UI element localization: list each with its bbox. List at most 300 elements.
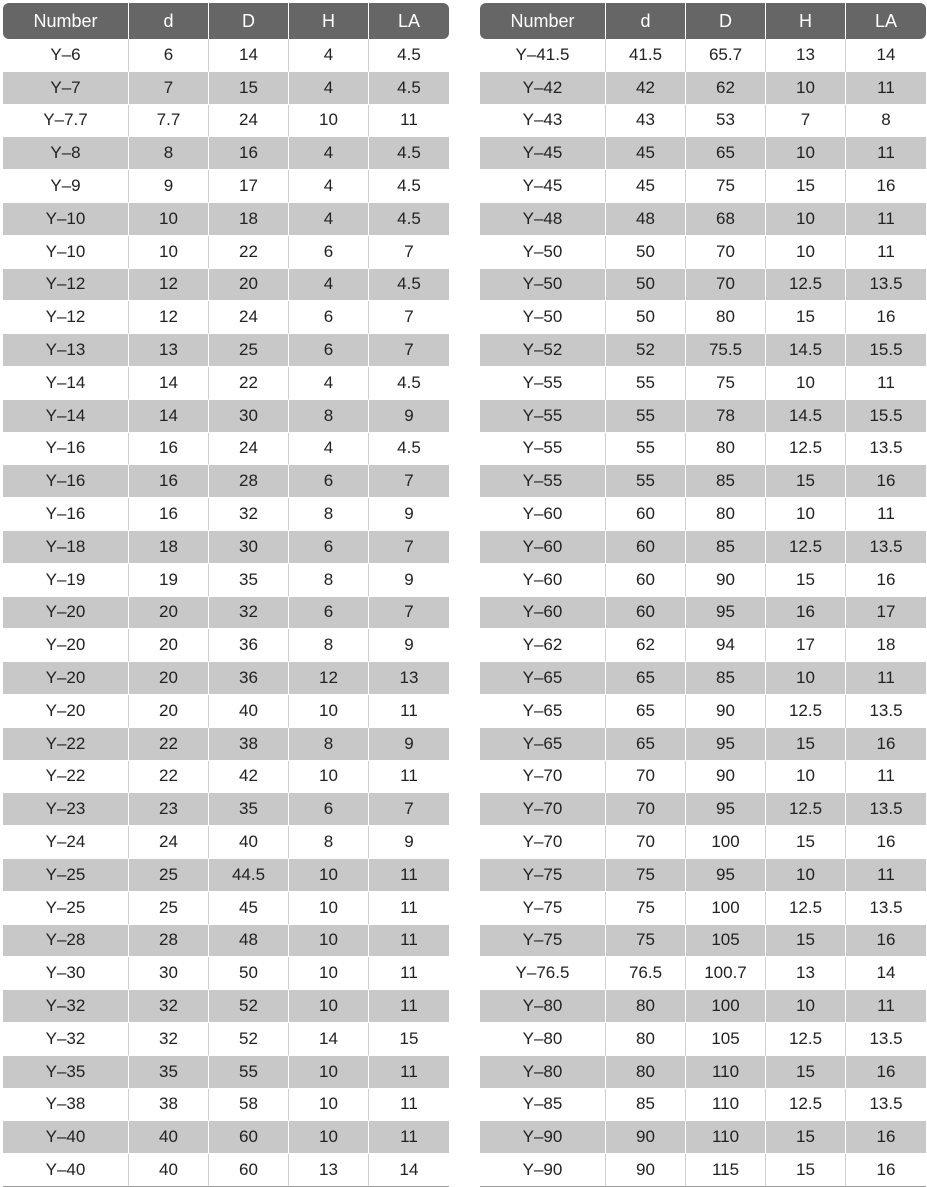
cell-la: 11: [369, 105, 449, 138]
cell-height: 10: [289, 957, 369, 990]
cell-la: 16: [846, 826, 926, 859]
table-row: [480, 564, 926, 597]
cell-inner-diameter: 62: [606, 629, 686, 662]
table-row: [3, 137, 449, 170]
cell-height: 12.5: [766, 531, 846, 564]
cell-la: 4.5: [369, 433, 449, 466]
cell-inner-diameter: 75: [606, 892, 686, 925]
cell-la: 9: [369, 400, 449, 433]
cell-la: 13.5: [846, 793, 926, 826]
cell-inner-diameter: 76.5: [606, 957, 686, 990]
header-number: Number: [480, 3, 606, 39]
table-row: [3, 203, 449, 236]
cell-number: Y–50: [480, 301, 606, 334]
cell-inner-diameter: 41.5: [606, 39, 686, 72]
table-row: [3, 498, 449, 531]
cell-la: 4.5: [369, 39, 449, 72]
cell-outer-diameter: 48: [209, 925, 289, 958]
cell-number: Y–12: [3, 301, 129, 334]
cell-inner-diameter: 65: [606, 662, 686, 695]
cell-number: Y–80: [480, 1023, 606, 1056]
cell-outer-diameter: 95: [686, 859, 766, 892]
cell-outer-diameter: 75: [686, 170, 766, 203]
cell-inner-diameter: 60: [606, 564, 686, 597]
cell-inner-diameter: 32: [129, 990, 209, 1023]
cell-height: 6: [289, 465, 369, 498]
cell-inner-diameter: 70: [606, 793, 686, 826]
cell-la: 11: [369, 1056, 449, 1089]
cell-height: 4: [289, 433, 369, 466]
cell-outer-diameter: 35: [209, 564, 289, 597]
table-row: [480, 301, 926, 334]
cell-inner-diameter: 25: [129, 892, 209, 925]
cell-number: Y–20: [3, 597, 129, 630]
cell-la: 7: [369, 531, 449, 564]
cell-height: 10: [289, 105, 369, 138]
header-la: LA: [846, 3, 926, 39]
cell-la: 13.5: [846, 1023, 926, 1056]
cell-number: Y–41.5: [480, 39, 606, 72]
table-row: [3, 433, 449, 466]
cell-height: 15: [766, 1121, 846, 1154]
cell-height: 14.5: [766, 334, 846, 367]
cell-number: Y–55: [480, 433, 606, 466]
cell-height: 10: [766, 367, 846, 400]
cell-height: 8: [289, 564, 369, 597]
cell-height: 4: [289, 170, 369, 203]
cell-inner-diameter: 16: [129, 498, 209, 531]
cell-height: 12.5: [766, 892, 846, 925]
cell-outer-diameter: 24: [209, 105, 289, 138]
cell-outer-diameter: 55: [209, 1056, 289, 1089]
cell-height: 10: [766, 137, 846, 170]
cell-height: 10: [289, 695, 369, 728]
cell-outer-diameter: 42: [209, 761, 289, 794]
cell-number: Y–85: [480, 1089, 606, 1122]
cell-number: Y–75: [480, 892, 606, 925]
cell-outer-diameter: 45: [209, 892, 289, 925]
table-row: [3, 728, 449, 761]
cell-number: Y–32: [3, 990, 129, 1023]
cell-height: 12.5: [766, 433, 846, 466]
cell-inner-diameter: 65: [606, 728, 686, 761]
cell-height: 4: [289, 72, 369, 105]
cell-height: 15: [766, 564, 846, 597]
cell-inner-diameter: 23: [129, 793, 209, 826]
cell-la: 16: [846, 728, 926, 761]
table-row: [3, 892, 449, 925]
cell-number: Y–75: [480, 925, 606, 958]
cell-number: Y–16: [3, 465, 129, 498]
cell-outer-diameter: 85: [686, 465, 766, 498]
cell-number: Y–22: [3, 728, 129, 761]
header-la: LA: [369, 3, 449, 39]
cell-inner-diameter: 16: [129, 433, 209, 466]
cell-inner-diameter: 20: [129, 662, 209, 695]
table-row: [480, 990, 926, 1023]
cell-inner-diameter: 45: [606, 137, 686, 170]
cell-outer-diameter: 28: [209, 465, 289, 498]
cell-la: 15.5: [846, 334, 926, 367]
cell-inner-diameter: 50: [606, 269, 686, 302]
cell-la: 7: [369, 334, 449, 367]
cell-height: 15: [766, 826, 846, 859]
cell-la: 11: [846, 203, 926, 236]
cell-number: Y–76.5: [480, 957, 606, 990]
table-row: [3, 367, 449, 400]
cell-height: 10: [766, 72, 846, 105]
cell-number: Y–90: [480, 1121, 606, 1154]
cell-la: 7: [369, 465, 449, 498]
cell-number: Y–30: [3, 957, 129, 990]
cell-number: Y–52: [480, 334, 606, 367]
cell-outer-diameter: 22: [209, 236, 289, 269]
cell-outer-diameter: 16: [209, 137, 289, 170]
cell-height: 15: [766, 465, 846, 498]
cell-outer-diameter: 95: [686, 728, 766, 761]
table-row: [480, 137, 926, 170]
cell-outer-diameter: 50: [209, 957, 289, 990]
table-row: [3, 334, 449, 367]
cell-height: 4: [289, 39, 369, 72]
cell-inner-diameter: 65: [606, 695, 686, 728]
cell-inner-diameter: 50: [606, 301, 686, 334]
cell-height: 15: [766, 1056, 846, 1089]
cell-la: 11: [846, 498, 926, 531]
table-row: [480, 170, 926, 203]
cell-la: 11: [369, 957, 449, 990]
cell-inner-diameter: 80: [606, 1056, 686, 1089]
table-row: [3, 105, 449, 138]
cell-number: Y–14: [3, 367, 129, 400]
cell-number: Y–75: [480, 859, 606, 892]
cell-number: Y–19: [3, 564, 129, 597]
cell-la: 15: [369, 1023, 449, 1056]
table-row: [480, 1056, 926, 1089]
cell-la: 9: [369, 826, 449, 859]
cell-outer-diameter: 60: [209, 1154, 289, 1187]
cell-number: Y–32: [3, 1023, 129, 1056]
cell-outer-diameter: 65: [686, 137, 766, 170]
table-row: [3, 1023, 449, 1056]
cell-number: Y–8: [3, 137, 129, 170]
cell-number: Y–60: [480, 564, 606, 597]
table-row: [3, 1154, 449, 1187]
cell-outer-diameter: 75.5: [686, 334, 766, 367]
table-row: [3, 400, 449, 433]
cell-la: 7: [369, 793, 449, 826]
cell-inner-diameter: 6: [129, 39, 209, 72]
table-row: [3, 72, 449, 105]
table-row: [3, 629, 449, 662]
cell-inner-diameter: 8: [129, 137, 209, 170]
cell-outer-diameter: 80: [686, 301, 766, 334]
cell-number: Y–9: [3, 170, 129, 203]
table-row: [3, 564, 449, 597]
left-spec-table: [3, 3, 449, 1187]
table-row: [480, 957, 926, 990]
cell-inner-diameter: 42: [606, 72, 686, 105]
cell-number: Y–12: [3, 269, 129, 302]
cell-number: Y–90: [480, 1154, 606, 1187]
table-row: [480, 695, 926, 728]
cell-height: 4: [289, 137, 369, 170]
cell-inner-diameter: 90: [606, 1121, 686, 1154]
cell-height: 10: [289, 925, 369, 958]
cell-inner-diameter: 60: [606, 531, 686, 564]
cell-height: 13: [766, 39, 846, 72]
cell-inner-diameter: 75: [606, 925, 686, 958]
cell-inner-diameter: 55: [606, 367, 686, 400]
header-h: H: [289, 3, 369, 39]
cell-height: 6: [289, 793, 369, 826]
table-row: [480, 892, 926, 925]
cell-number: Y–16: [3, 498, 129, 531]
cell-la: 9: [369, 564, 449, 597]
cell-height: 12: [289, 662, 369, 695]
cell-inner-diameter: 70: [606, 826, 686, 859]
right-table-body: [480, 39, 926, 1187]
cell-number: Y–65: [480, 728, 606, 761]
cell-height: 15: [766, 170, 846, 203]
cell-la: 11: [846, 236, 926, 269]
cell-inner-diameter: 48: [606, 203, 686, 236]
cell-inner-diameter: 18: [129, 531, 209, 564]
cell-inner-diameter: 13: [129, 334, 209, 367]
table-row: [480, 925, 926, 958]
cell-la: 11: [846, 662, 926, 695]
cell-height: 10: [766, 761, 846, 794]
cell-inner-diameter: 80: [606, 1023, 686, 1056]
table-row: [3, 465, 449, 498]
cell-number: Y–60: [480, 498, 606, 531]
cell-la: 4.5: [369, 72, 449, 105]
cell-height: 6: [289, 597, 369, 630]
cell-outer-diameter: 14: [209, 39, 289, 72]
cell-outer-diameter: 17: [209, 170, 289, 203]
cell-height: 15: [766, 301, 846, 334]
cell-inner-diameter: 32: [129, 1023, 209, 1056]
cell-outer-diameter: 36: [209, 629, 289, 662]
cell-height: 8: [289, 629, 369, 662]
table-row: [480, 400, 926, 433]
cell-number: Y–25: [3, 892, 129, 925]
table-row: [480, 465, 926, 498]
cell-inner-diameter: 12: [129, 301, 209, 334]
cell-height: 10: [289, 761, 369, 794]
cell-la: 11: [369, 859, 449, 892]
cell-number: Y–50: [480, 269, 606, 302]
cell-inner-diameter: 28: [129, 925, 209, 958]
cell-outer-diameter: 62: [686, 72, 766, 105]
cell-height: 12.5: [766, 1089, 846, 1122]
cell-height: 15: [766, 1154, 846, 1187]
cell-outer-diameter: 85: [686, 662, 766, 695]
cell-inner-diameter: 55: [606, 400, 686, 433]
cell-height: 6: [289, 334, 369, 367]
cell-la: 11: [846, 137, 926, 170]
cell-number: Y–50: [480, 236, 606, 269]
cell-number: Y–23: [3, 793, 129, 826]
cell-outer-diameter: 100: [686, 990, 766, 1023]
table-row: [480, 72, 926, 105]
cell-height: 14.5: [766, 400, 846, 433]
table-row: [480, 793, 926, 826]
cell-outer-diameter: 32: [209, 597, 289, 630]
cell-inner-diameter: 38: [129, 1089, 209, 1122]
table-row: [480, 105, 926, 138]
cell-outer-diameter: 18: [209, 203, 289, 236]
cell-number: Y–43: [480, 105, 606, 138]
table-row: [3, 859, 449, 892]
cell-inner-diameter: 20: [129, 629, 209, 662]
cell-outer-diameter: 80: [686, 433, 766, 466]
table-row: [3, 793, 449, 826]
cell-number: Y–70: [480, 761, 606, 794]
cell-outer-diameter: 32: [209, 498, 289, 531]
cell-outer-diameter: 105: [686, 1023, 766, 1056]
cell-outer-diameter: 100: [686, 892, 766, 925]
cell-number: Y–80: [480, 990, 606, 1023]
table-row: [480, 662, 926, 695]
cell-la: 14: [846, 957, 926, 990]
cell-inner-diameter: 14: [129, 367, 209, 400]
cell-number: Y–48: [480, 203, 606, 236]
cell-inner-diameter: 85: [606, 1089, 686, 1122]
header-d-large: D: [209, 3, 289, 39]
cell-la: 4.5: [369, 170, 449, 203]
table-row: [3, 1089, 449, 1122]
cell-outer-diameter: 110: [686, 1056, 766, 1089]
cell-outer-diameter: 22: [209, 367, 289, 400]
cell-number: Y–55: [480, 367, 606, 400]
cell-outer-diameter: 90: [686, 761, 766, 794]
table-row: [3, 269, 449, 302]
cell-height: 8: [289, 728, 369, 761]
table-row: [3, 1056, 449, 1089]
cell-outer-diameter: 70: [686, 236, 766, 269]
table-row: [480, 433, 926, 466]
cell-outer-diameter: 53: [686, 105, 766, 138]
cell-height: 6: [289, 531, 369, 564]
cell-outer-diameter: 75: [686, 367, 766, 400]
left-table-body: [3, 39, 449, 1187]
cell-number: Y–20: [3, 662, 129, 695]
table-row: [3, 531, 449, 564]
cell-la: 16: [846, 1121, 926, 1154]
table-row: [3, 925, 449, 958]
cell-outer-diameter: 100: [686, 826, 766, 859]
cell-outer-diameter: 68: [686, 203, 766, 236]
cell-la: 7: [369, 301, 449, 334]
cell-inner-diameter: 22: [129, 761, 209, 794]
cell-height: 17: [766, 629, 846, 662]
cell-inner-diameter: 52: [606, 334, 686, 367]
table-row: [3, 39, 449, 72]
cell-outer-diameter: 80: [686, 498, 766, 531]
cell-number: Y–60: [480, 597, 606, 630]
cell-la: 11: [369, 761, 449, 794]
cell-la: 13.5: [846, 433, 926, 466]
cell-number: Y–55: [480, 465, 606, 498]
cell-inner-diameter: 40: [129, 1154, 209, 1187]
table-row: [3, 761, 449, 794]
cell-number: Y–70: [480, 826, 606, 859]
cell-inner-diameter: 12: [129, 269, 209, 302]
cell-outer-diameter: 115: [686, 1154, 766, 1187]
cell-height: 6: [289, 301, 369, 334]
table-row: [3, 826, 449, 859]
cell-inner-diameter: 45: [606, 170, 686, 203]
cell-la: 11: [846, 859, 926, 892]
cell-la: 16: [846, 925, 926, 958]
cell-inner-diameter: 70: [606, 761, 686, 794]
cell-height: 14: [289, 1023, 369, 1056]
table-row: [480, 334, 926, 367]
cell-height: 8: [289, 498, 369, 531]
cell-number: Y–40: [3, 1154, 129, 1187]
cell-la: 11: [369, 695, 449, 728]
cell-height: 10: [289, 1056, 369, 1089]
cell-number: Y–80: [480, 1056, 606, 1089]
cell-height: 10: [289, 1121, 369, 1154]
cell-height: 10: [766, 236, 846, 269]
cell-outer-diameter: 40: [209, 695, 289, 728]
table-row: [480, 597, 926, 630]
cell-la: 15.5: [846, 400, 926, 433]
cell-height: 10: [766, 203, 846, 236]
cell-la: 13.5: [846, 531, 926, 564]
cell-inner-diameter: 10: [129, 203, 209, 236]
table-row: [480, 236, 926, 269]
cell-outer-diameter: 110: [686, 1089, 766, 1122]
cell-number: Y–28: [3, 925, 129, 958]
table-row: [3, 597, 449, 630]
cell-la: 7: [369, 597, 449, 630]
cell-number: Y–6: [3, 39, 129, 72]
cell-la: 9: [369, 629, 449, 662]
cell-la: 16: [846, 465, 926, 498]
table-row: [3, 236, 449, 269]
cell-height: 8: [289, 400, 369, 433]
cell-inner-diameter: 20: [129, 597, 209, 630]
cell-height: 12.5: [766, 793, 846, 826]
cell-number: Y–13: [3, 334, 129, 367]
cell-outer-diameter: 110: [686, 1121, 766, 1154]
cell-height: 10: [289, 1089, 369, 1122]
right-spec-table: [480, 3, 926, 1187]
cell-number: Y–65: [480, 695, 606, 728]
table-row: [480, 761, 926, 794]
cell-number: Y–20: [3, 629, 129, 662]
cell-number: Y–16: [3, 433, 129, 466]
cell-height: 10: [766, 859, 846, 892]
table-row: [3, 301, 449, 334]
cell-outer-diameter: 105: [686, 925, 766, 958]
cell-inner-diameter: 10: [129, 236, 209, 269]
cell-number: Y–18: [3, 531, 129, 564]
cell-la: 11: [846, 367, 926, 400]
cell-number: Y–35: [3, 1056, 129, 1089]
table-row: [480, 1089, 926, 1122]
table-row: [3, 662, 449, 695]
cell-la: 16: [846, 564, 926, 597]
cell-la: 14: [369, 1154, 449, 1187]
cell-outer-diameter: 40: [209, 826, 289, 859]
cell-inner-diameter: 7.7: [129, 105, 209, 138]
cell-outer-diameter: 30: [209, 400, 289, 433]
cell-number: Y–55: [480, 400, 606, 433]
